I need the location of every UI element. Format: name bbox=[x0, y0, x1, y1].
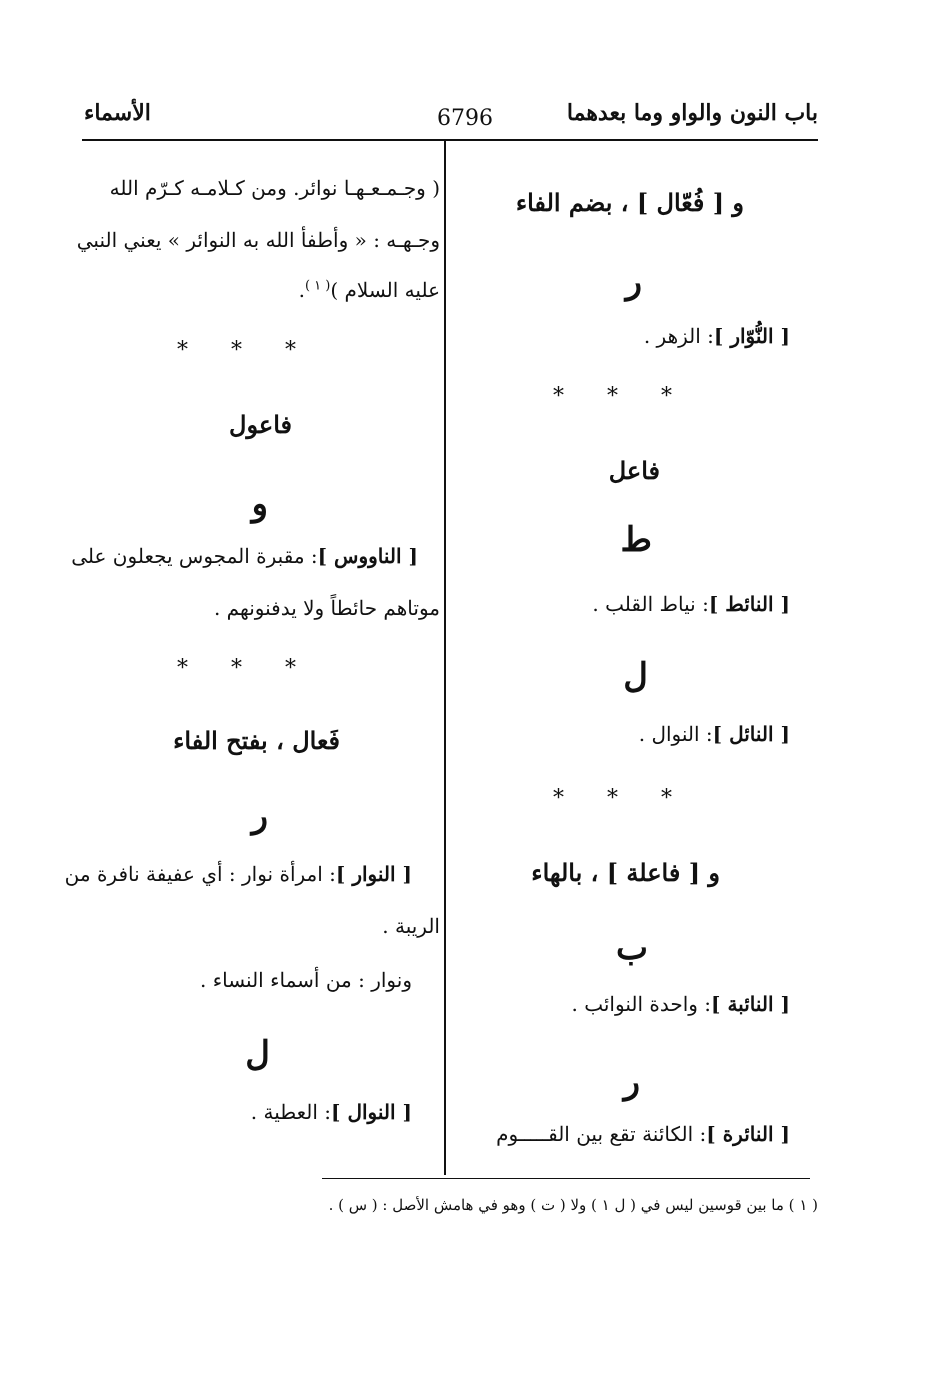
entry-definition: : نياط القلب . bbox=[592, 592, 709, 616]
entry-definition: : واحدة النوائب . bbox=[571, 992, 712, 1016]
entry-nawal bbox=[251, 1100, 412, 1124]
entry-nuwwar bbox=[644, 324, 790, 348]
entry-definition: : الزهر . bbox=[643, 324, 714, 348]
entry-term: [ النائل ] bbox=[712, 722, 790, 746]
entry-nawar bbox=[65, 862, 412, 886]
letter-waw: و bbox=[251, 484, 268, 524]
entry-term: [ النائرة ] bbox=[706, 1122, 790, 1146]
entry-naawus bbox=[71, 544, 418, 568]
entry-definition: : الكائنة تقع بين القـــــوم bbox=[496, 1122, 707, 1146]
continued-text-line: وجـهـه : « وأطفأ الله به النوائر » يعني النبي bbox=[76, 228, 440, 252]
entry-term: [ النوال ] bbox=[331, 1100, 412, 1124]
entry-naaiba bbox=[572, 992, 790, 1016]
entry-continuation: الريبة . bbox=[382, 914, 440, 938]
text-fragment: . bbox=[298, 278, 305, 302]
column-divider bbox=[444, 141, 446, 1175]
footnote: ( ١ ) ما بين قوسين ليس في ( ل ١ ) ولا ( ت ) وهو في هامش الأصل : ( س ) . bbox=[328, 1196, 818, 1214]
entry-term: [ الناووس ] bbox=[317, 544, 418, 568]
entry-nawar-name: ونوار : من أسماء النساء . bbox=[200, 968, 412, 992]
page-number: 6796 bbox=[437, 106, 493, 131]
letter-lam: ل bbox=[623, 656, 648, 696]
heading-fuaal: و [ فُعّال ] ، بضم الفاء bbox=[515, 188, 744, 217]
heading-faaila: و [ فاعلة ] ، بالهاء bbox=[531, 858, 720, 887]
letter-taa: ط bbox=[620, 520, 652, 560]
letter-ra: ر bbox=[251, 796, 268, 836]
entry-definition: : العطية . bbox=[250, 1100, 332, 1124]
heading-faaul: فاعول bbox=[229, 410, 292, 439]
section-separator: * * * bbox=[553, 384, 690, 409]
letter-ra: ر bbox=[623, 1062, 640, 1102]
entry-continuation: موتاهم حائطاً ولا يدفنونهم . bbox=[213, 596, 440, 620]
footnote-rule bbox=[322, 1178, 810, 1179]
letter-lam: ل bbox=[245, 1034, 270, 1074]
entry-definition: : النوال . bbox=[638, 722, 713, 746]
letter-ra: ر bbox=[625, 262, 642, 302]
section-separator: * * * bbox=[177, 338, 314, 363]
continued-text-line: ( وجـمـعـهـا نوائر. ومن كـلامـه كـرّم الله bbox=[109, 176, 440, 200]
left-column bbox=[64, 140, 440, 1170]
entry-term: [ النائط ] bbox=[708, 592, 790, 616]
section-title: الأسماء bbox=[84, 100, 151, 126]
continued-text-line bbox=[299, 278, 440, 302]
heading-faal: فَعال ، بفتح الفاء bbox=[173, 726, 340, 755]
entry-naaira bbox=[496, 1122, 790, 1146]
chapter-title: باب النون والواو وما بعدهما bbox=[566, 100, 818, 126]
entry-definition: : مقبرة المجوس يجعلون على bbox=[71, 544, 318, 568]
footnote-marker: ( ١ ) bbox=[304, 278, 331, 294]
entry-naait bbox=[592, 592, 790, 616]
section-separator: * * * bbox=[177, 656, 314, 681]
entry-definition: : امرأة نوار : أي عفيفة نافرة من bbox=[64, 862, 336, 886]
entry-term: [ النائبة ] bbox=[711, 992, 790, 1016]
text-fragment: عليه السلام ) bbox=[330, 278, 440, 302]
right-column bbox=[456, 140, 818, 1170]
section-separator: * * * bbox=[553, 786, 690, 811]
letter-ba: ب bbox=[615, 928, 648, 968]
entry-term: [ النوار ] bbox=[335, 862, 412, 886]
entry-naail bbox=[639, 722, 790, 746]
entry-term: [ النُّوّار ] bbox=[713, 324, 790, 348]
heading-faail: فاعل bbox=[608, 456, 660, 485]
